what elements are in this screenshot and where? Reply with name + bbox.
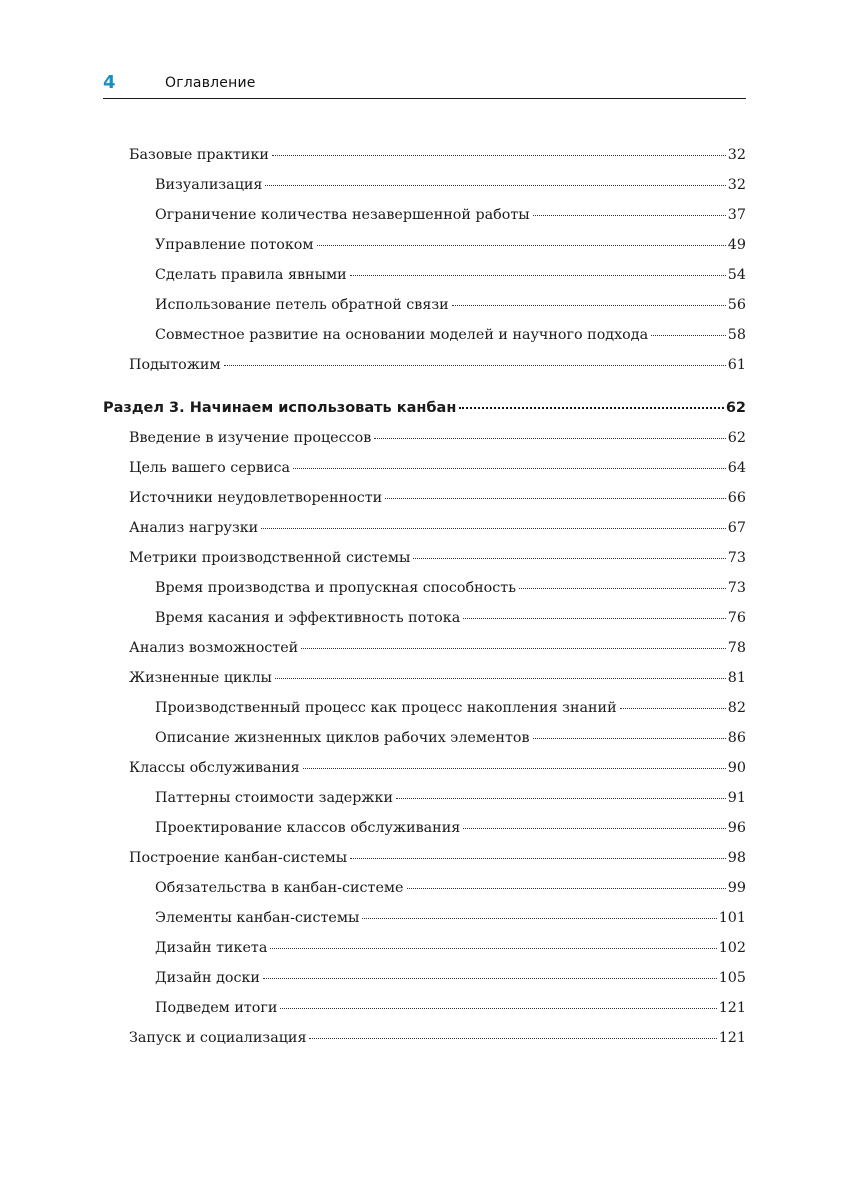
toc-entry-page: 102 — [718, 940, 746, 956]
toc-entry-page: 98 — [727, 850, 746, 866]
toc-entry-title: Базовые практики — [129, 147, 269, 163]
toc-entry-title: Метрики производственной системы — [129, 550, 411, 566]
toc-entry-page: 99 — [727, 880, 746, 896]
dot-leader — [265, 185, 725, 186]
dot-leader — [317, 245, 726, 246]
toc-entry — [155, 790, 746, 806]
toc-entry — [155, 610, 746, 626]
toc-entry-title: Производственный процесс как процесс накопления знаний — [155, 700, 617, 716]
dot-leader — [620, 708, 726, 709]
toc-entry — [129, 490, 746, 506]
dot-leader — [463, 618, 726, 619]
toc-part-heading — [103, 400, 746, 416]
toc-entry-title: Анализ нагрузки — [129, 520, 259, 536]
toc-entry — [155, 237, 746, 253]
toc-entry-page: 61 — [727, 357, 746, 373]
dot-leader — [293, 468, 726, 469]
toc-entry — [155, 297, 746, 313]
toc-entry-title: Визуализация — [155, 177, 263, 193]
dot-leader — [533, 215, 726, 216]
toc-entry-title: Использование петель обратной связи — [155, 297, 449, 313]
toc-entry-title: Раздел 3. Начинаем использовать канбан — [103, 400, 457, 416]
toc-entry-page: 37 — [727, 207, 746, 223]
dot-leader — [396, 798, 726, 799]
toc-entry — [129, 1030, 746, 1046]
toc-entry-page: 67 — [727, 520, 746, 536]
toc-entry-page: 32 — [727, 177, 746, 193]
toc-entry — [155, 970, 746, 986]
dot-leader — [374, 438, 726, 439]
dot-leader — [303, 768, 726, 769]
dot-leader — [459, 407, 723, 409]
toc-entry-title: Обязательства в канбан-системе — [155, 880, 404, 896]
dot-leader — [350, 275, 726, 276]
toc-entry-page: 32 — [727, 147, 746, 163]
running-header — [103, 70, 746, 99]
toc-entry — [129, 640, 746, 656]
toc-entry-page: 73 — [727, 550, 746, 566]
toc-entry-title: Паттерны стоимости задержки — [155, 790, 393, 806]
toc-entry — [155, 267, 746, 283]
toc-entry-page: 64 — [727, 460, 746, 476]
toc-entry — [129, 670, 746, 686]
toc-entry-title: Введение в изучение процессов — [129, 430, 372, 446]
toc-entry-title: Дизайн доски — [155, 970, 260, 986]
dot-leader — [263, 978, 717, 979]
toc-entry-title: Анализ возможностей — [129, 640, 299, 656]
toc-entry — [129, 460, 746, 476]
dot-leader — [270, 948, 716, 949]
toc-entry — [155, 177, 746, 193]
toc-entry-title: Подытожим — [129, 357, 221, 373]
toc-entry — [155, 880, 746, 896]
toc-entry — [155, 1000, 746, 1016]
toc-entry-title: Ограничение количества незавершенной работы — [155, 207, 530, 223]
dot-leader — [275, 678, 726, 679]
toc-entry — [129, 357, 746, 373]
toc-entry-page: 54 — [727, 267, 746, 283]
toc-entry-title: Построение канбан-системы — [129, 850, 348, 866]
dot-leader — [651, 335, 726, 336]
toc-entry-title: Элементы канбан-системы — [155, 910, 360, 926]
toc-entry-page: 73 — [727, 580, 746, 596]
toc-entry — [129, 550, 746, 566]
toc-entry-page: 101 — [718, 910, 746, 926]
toc-entry-page: 90 — [727, 760, 746, 776]
toc-entry-page: 62 — [725, 400, 746, 416]
toc-entry — [155, 580, 746, 596]
dot-leader — [533, 738, 726, 739]
toc-entry-title: Время производства и пропускная способность — [155, 580, 516, 596]
toc-entry-title: Жизненные циклы — [129, 670, 272, 686]
toc-entry-page: 82 — [727, 700, 746, 716]
toc-entry — [129, 520, 746, 536]
toc-entry — [155, 700, 746, 716]
toc-entry-title: Подведем итоги — [155, 1000, 278, 1016]
dot-leader — [413, 558, 725, 559]
toc-entry-page: 121 — [718, 1000, 746, 1016]
toc-entry-page: 62 — [727, 430, 746, 446]
toc-entry — [155, 820, 746, 836]
toc-entry-page: 58 — [727, 327, 746, 343]
toc-entry — [155, 940, 746, 956]
dot-leader — [261, 528, 726, 529]
toc-entry-page: 56 — [727, 297, 746, 313]
toc-entry-page: 66 — [727, 490, 746, 506]
running-header-title: Оглавление — [165, 75, 256, 91]
toc-entry-page: 86 — [727, 730, 746, 746]
dot-leader — [280, 1008, 716, 1009]
toc-entry-title: Классы обслуживания — [129, 760, 300, 776]
dot-leader — [452, 305, 726, 306]
toc-entry — [129, 850, 746, 866]
toc-entry-page: 49 — [727, 237, 746, 253]
toc-entry-title: Управление потоком — [155, 237, 314, 253]
dot-leader — [309, 1038, 716, 1039]
dot-leader — [385, 498, 726, 499]
toc-entry-title: Совместное развитие на основании моделей и научного подхода — [155, 327, 649, 343]
toc-entry — [155, 207, 746, 223]
toc-entry-title: Цель вашего сервиса — [129, 460, 291, 476]
dot-leader — [350, 858, 726, 859]
toc-entry-title: Время касания и эффективность потока — [155, 610, 461, 626]
toc-entry-title: Сделать правила явными — [155, 267, 347, 283]
toc-entry-page: 121 — [718, 1030, 746, 1046]
dot-leader — [407, 888, 726, 889]
toc-entry-page: 91 — [727, 790, 746, 806]
toc-entry-title: Описание жизненных циклов рабочих элементов — [155, 730, 530, 746]
toc-entry-page: 105 — [718, 970, 746, 986]
toc-entry — [129, 760, 746, 776]
toc-entry-title: Запуск и социализация — [129, 1030, 307, 1046]
toc-entry-page: 78 — [727, 640, 746, 656]
toc-entry — [129, 147, 746, 163]
toc-entry-title: Проектирование классов обслуживания — [155, 820, 461, 836]
dot-leader — [224, 365, 726, 366]
toc-entry — [155, 327, 746, 343]
dot-leader — [272, 155, 726, 156]
toc-entry-title: Дизайн тикета — [155, 940, 268, 956]
toc-entry — [129, 430, 746, 446]
toc-entry-page: 76 — [727, 610, 746, 626]
toc-entry — [155, 730, 746, 746]
toc-entry-title: Источники неудовлетворенности — [129, 490, 383, 506]
dot-leader — [519, 588, 726, 589]
dot-leader — [362, 918, 716, 919]
dot-leader — [463, 828, 726, 829]
page-number: 4 — [103, 72, 116, 93]
toc-entry — [155, 910, 746, 926]
toc-entry-page: 81 — [727, 670, 746, 686]
dot-leader — [301, 648, 726, 649]
toc-entry-page: 96 — [727, 820, 746, 836]
